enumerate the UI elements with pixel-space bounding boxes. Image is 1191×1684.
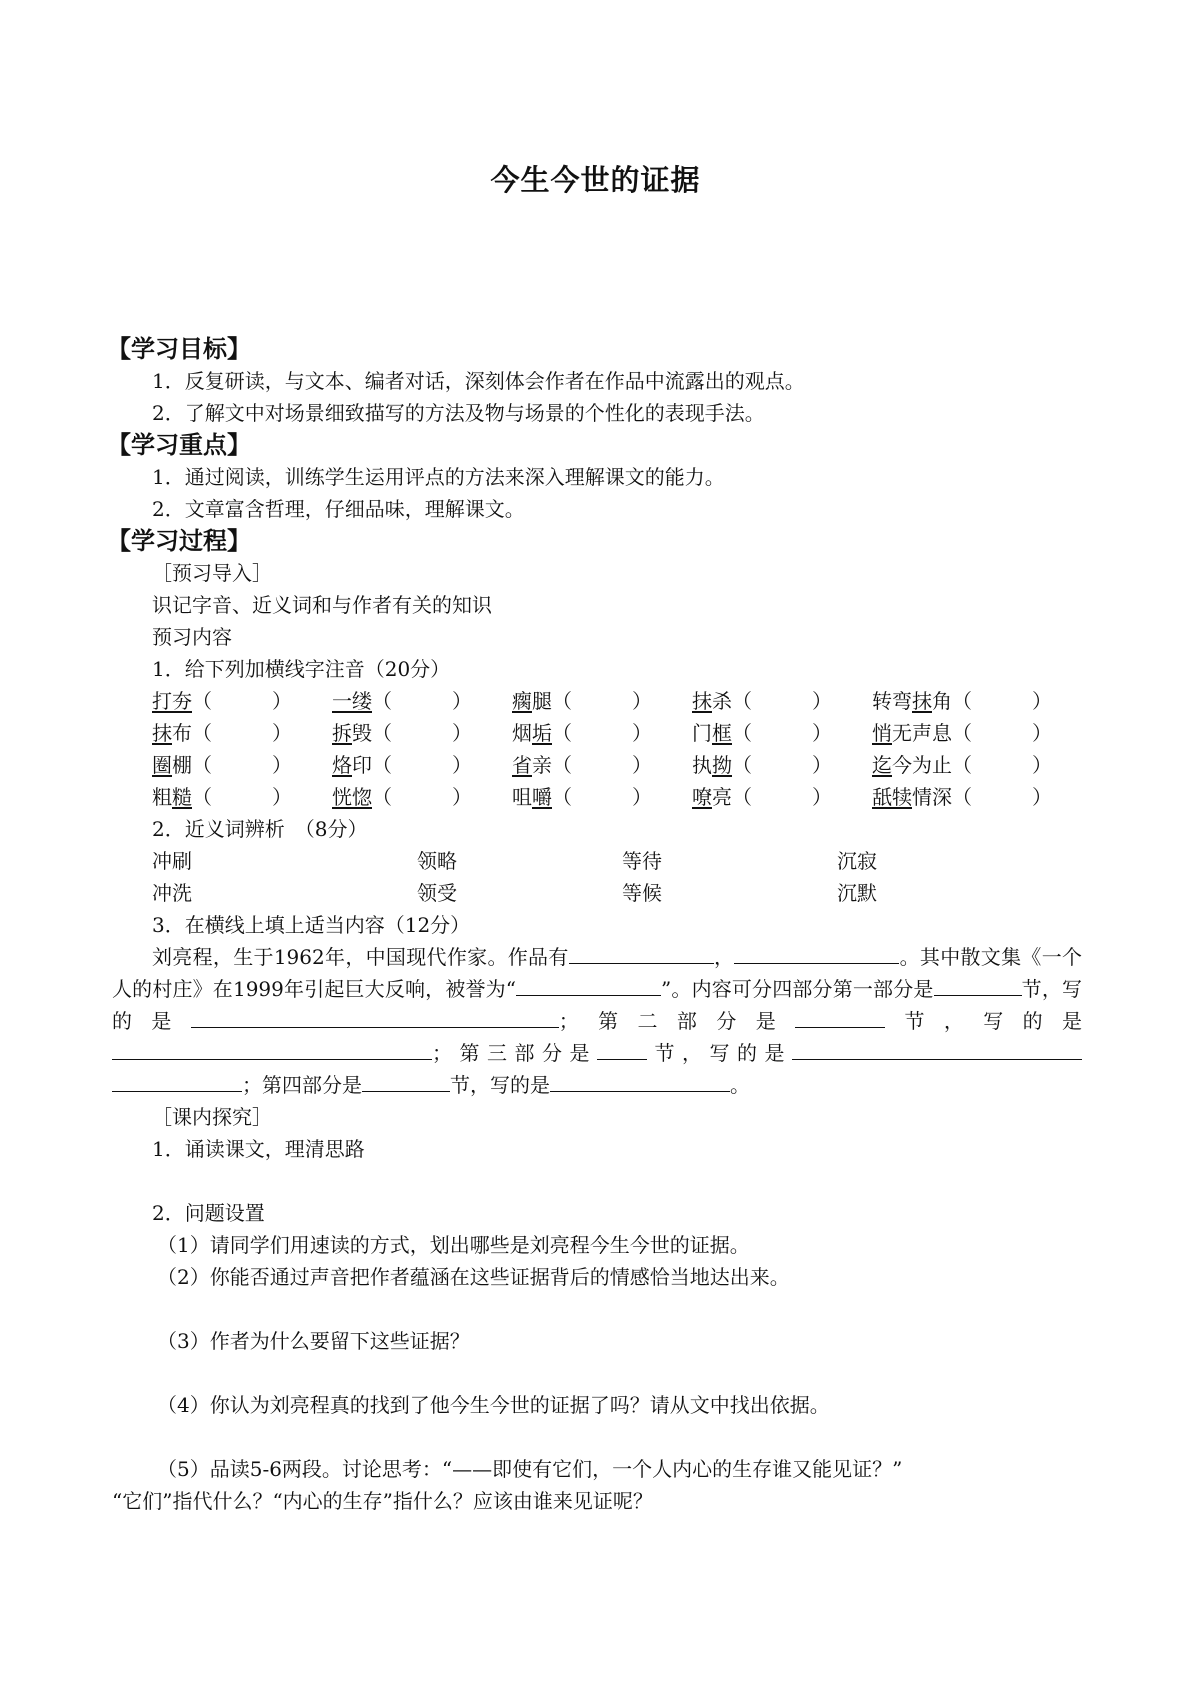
inclass-tag: ［课内探究］ xyxy=(152,1105,272,1129)
pinyin-plain-text: 杀 xyxy=(712,689,732,713)
pinyin-plain-text: 情深 xyxy=(912,785,952,809)
pinyin-underlined-char: 抹 xyxy=(152,721,172,745)
fill-text: ；第四部分是 xyxy=(242,1073,362,1097)
pinyin-answer-slot[interactable]: （ ） xyxy=(372,753,472,777)
pinyin-underlined-char: 打夯 xyxy=(152,689,192,713)
fill-blank[interactable] xyxy=(112,1037,432,1060)
pinyin-underlined-char: 瘸 xyxy=(512,689,532,713)
pinyin-underlined-char: 圈 xyxy=(152,753,172,777)
fill-text: ， xyxy=(713,945,735,969)
pinyin-underlined-char: 烙 xyxy=(332,753,352,777)
pinyin-item xyxy=(512,685,692,717)
pinyin-answer-slot[interactable]: （ ） xyxy=(192,753,292,777)
section-heading-process: 【学习过程】 xyxy=(107,527,251,555)
pinyin-item xyxy=(332,717,512,749)
fill-text: ；第二部分是 xyxy=(558,1009,796,1033)
pinyin-item xyxy=(692,717,872,749)
fill-text: 节，写的是 xyxy=(647,1041,792,1065)
fill-text: 。其中散文集《一个人的村庄》在1999年引起巨大反响，被誉为“ xyxy=(112,945,1083,1001)
pinyin-plain-text: 棚 xyxy=(172,753,192,777)
pinyin-answer-slot[interactable]: （ ） xyxy=(192,689,292,713)
fill-blank[interactable] xyxy=(569,941,714,964)
pinyin-answer-slot[interactable]: （ ） xyxy=(732,753,832,777)
fill-blank[interactable] xyxy=(934,973,1022,996)
pinyin-item xyxy=(152,781,332,813)
section-heading-goals: 【学习目标】 xyxy=(107,335,251,363)
focus-item: 1．通过阅读，训练学生运用评点的方法来深入理解课文的能力。 xyxy=(152,465,725,489)
pinyin-underlined-char: 省 xyxy=(512,753,532,777)
pinyin-plain-text: 门 xyxy=(692,721,712,745)
fill-blank[interactable] xyxy=(191,1005,559,1028)
pinyin-answer-slot[interactable]: （ ） xyxy=(552,721,652,745)
focus-item: 2．文章富含哲理，仔细品味，理解课文。 xyxy=(152,497,525,521)
preview-description: 识记字音、近义词和与作者有关的知识 xyxy=(152,593,492,617)
pinyin-underlined-char: 抹 xyxy=(692,689,712,713)
fill-blank[interactable] xyxy=(792,1037,1082,1060)
pinyin-plain-text: 角 xyxy=(932,689,952,713)
pinyin-item xyxy=(512,781,692,813)
section-heading-focus: 【学习重点】 xyxy=(107,431,251,459)
pinyin-item xyxy=(152,749,332,781)
pinyin-item xyxy=(872,685,1082,717)
pinyin-answer-slot[interactable]: （ ） xyxy=(552,753,652,777)
discussion-question-cont: “它们”指代什么？“内心的生存”指什么？应该由谁来见证呢？ xyxy=(112,1489,653,1513)
pinyin-item xyxy=(872,781,1082,813)
pinyin-underlined-char: 一缕 xyxy=(332,689,372,713)
pinyin-underlined-char: 悄 xyxy=(872,721,892,745)
pinyin-underlined-char: 嚼 xyxy=(532,785,552,809)
page-title: 今生今世的证据 xyxy=(490,163,701,197)
synonym-word: 领略 xyxy=(417,849,457,873)
pinyin-item xyxy=(512,749,692,781)
pinyin-item xyxy=(332,685,512,717)
pinyin-item xyxy=(692,685,872,717)
synonym-word: 等待 xyxy=(622,849,662,873)
pinyin-item xyxy=(692,749,872,781)
synonym-word: 沉默 xyxy=(837,881,877,905)
fill-text: 节，写的是 xyxy=(112,977,1082,1033)
pinyin-answer-slot[interactable]: （ ） xyxy=(732,689,832,713)
discussion-question: （3）作者为什么要留下这些证据？ xyxy=(157,1329,470,1353)
pinyin-answer-slot[interactable]: （ ） xyxy=(952,689,1052,713)
pinyin-answer-slot[interactable]: （ ） xyxy=(192,785,292,809)
pinyin-plain-text: 执 xyxy=(692,753,712,777)
pinyin-answer-slot[interactable]: （ ） xyxy=(732,785,832,809)
goal-item: 1．反复研读，与文本、编者对话，深刻体会作者在作品中流露出的观点。 xyxy=(152,369,805,393)
pinyin-answer-slot[interactable]: （ ） xyxy=(552,785,652,809)
pinyin-item xyxy=(332,781,512,813)
pinyin-plain-text: 无声息 xyxy=(892,721,952,745)
pinyin-underlined-char: 拗 xyxy=(712,753,732,777)
pinyin-item xyxy=(692,781,872,813)
synonym-word: 领受 xyxy=(417,881,457,905)
pinyin-answer-slot[interactable]: （ ） xyxy=(952,785,1052,809)
pinyin-underlined-char: 抹 xyxy=(912,689,932,713)
worksheet-body xyxy=(107,333,1083,1517)
task-read: 1．诵读课文，理清思路 xyxy=(152,1137,365,1161)
pinyin-answer-slot[interactable]: （ ） xyxy=(732,721,832,745)
pinyin-answer-slot[interactable]: （ ） xyxy=(372,785,472,809)
fill-text: ”。内容可分四部分第一部分是 xyxy=(661,977,934,1001)
pinyin-plain-text: 烟 xyxy=(512,721,532,745)
fill-paragraph xyxy=(112,941,1082,1101)
pinyin-underlined-char: 迄 xyxy=(872,753,892,777)
fill-blank[interactable] xyxy=(516,973,661,996)
pinyin-underlined-char: 框 xyxy=(712,721,732,745)
pinyin-answer-slot[interactable]: （ ） xyxy=(192,721,292,745)
synonyms-row xyxy=(112,845,1082,877)
discussion-question: （2）你能否通过声音把作者蕴涵在这些证据背后的情感恰当地达出来。 xyxy=(157,1265,790,1289)
pinyin-plain-text: 亮 xyxy=(712,785,732,809)
fill-text: ；第三部分是 xyxy=(432,1041,597,1065)
pinyin-plain-text: 咀 xyxy=(512,785,532,809)
fill-text: 节，写的是 xyxy=(885,1009,1083,1033)
pinyin-underlined-char: 糙 xyxy=(172,785,192,809)
pinyin-plain-text: 印 xyxy=(352,753,372,777)
pinyin-answer-slot[interactable]: （ ） xyxy=(372,689,472,713)
discussion-question: （1）请同学们用速读的方式，划出哪些是刘亮程今生今世的证据。 xyxy=(157,1233,750,1257)
pinyin-answer-slot[interactable]: （ ） xyxy=(372,721,472,745)
pinyin-answer-slot[interactable]: （ ） xyxy=(952,721,1052,745)
goal-item: 2．了解文中对场景细致描写的方法及物与场景的个性化的表现手法。 xyxy=(152,401,765,425)
pinyin-answer-slot[interactable]: （ ） xyxy=(552,689,652,713)
task-questions-title: 2．问题设置 xyxy=(152,1201,265,1225)
fill-blank[interactable] xyxy=(597,1037,647,1060)
question-pinyin: 1．给下列加横线字注音（20分） xyxy=(152,657,451,681)
pinyin-item xyxy=(872,749,1082,781)
fill-blank[interactable] xyxy=(112,1069,242,1092)
pinyin-underlined-char: 舐犊 xyxy=(872,785,912,809)
pinyin-underlined-char: 拆 xyxy=(332,721,352,745)
fill-blank[interactable] xyxy=(795,1005,885,1028)
synonym-word: 等候 xyxy=(622,881,662,905)
synonyms-row xyxy=(112,877,1082,909)
pinyin-plain-text: 腿 xyxy=(532,689,552,713)
pinyin-plain-text: 布 xyxy=(172,721,192,745)
question-synonyms: 2．近义词辨析 （8分） xyxy=(152,817,368,841)
pinyin-plain-text: 毁 xyxy=(352,721,372,745)
pinyin-plain-text: 今为止 xyxy=(892,753,952,777)
pinyin-plain-text: 亲 xyxy=(532,753,552,777)
pinyin-plain-text: 粗 xyxy=(152,785,172,809)
pinyin-underlined-char: 嘹 xyxy=(692,785,712,809)
pinyin-item xyxy=(152,717,332,749)
discussion-question: （5）品读5-6两段。讨论思考：“——即使有它们，一个人内心的生存谁又能见证？” xyxy=(157,1457,903,1481)
synonym-word: 沉寂 xyxy=(837,849,877,873)
pinyin-plain-text: 转弯 xyxy=(872,689,912,713)
pinyin-item xyxy=(332,749,512,781)
synonym-word: 冲刷 xyxy=(152,849,192,873)
pinyin-answer-slot[interactable]: （ ） xyxy=(952,753,1052,777)
pinyin-item xyxy=(512,717,692,749)
discussion-question: （4）你认为刘亮程真的找到了他今生今世的证据了吗？请从文中找出依据。 xyxy=(157,1393,830,1417)
question-fill: 3．在横线上填上适当内容（12分） xyxy=(152,913,471,937)
preview-tag: ［预习导入］ xyxy=(152,561,272,585)
fill-blank[interactable] xyxy=(734,941,899,964)
fill-blank[interactable] xyxy=(550,1069,730,1092)
fill-text: 刘亮程，生于1962年，中国现代作家。作品有 xyxy=(152,945,569,969)
pinyin-item xyxy=(872,717,1082,749)
preview-content-label: 预习内容 xyxy=(152,625,232,649)
pinyin-grid xyxy=(112,685,1082,813)
synonym-word: 冲洗 xyxy=(152,881,192,905)
pinyin-item xyxy=(152,685,332,717)
fill-text: 节，写的是 xyxy=(450,1073,550,1097)
pinyin-underlined-char: 垢 xyxy=(532,721,552,745)
fill-text: 。 xyxy=(730,1073,750,1097)
pinyin-underlined-char: 恍惚 xyxy=(332,785,372,809)
fill-blank[interactable] xyxy=(362,1069,450,1092)
